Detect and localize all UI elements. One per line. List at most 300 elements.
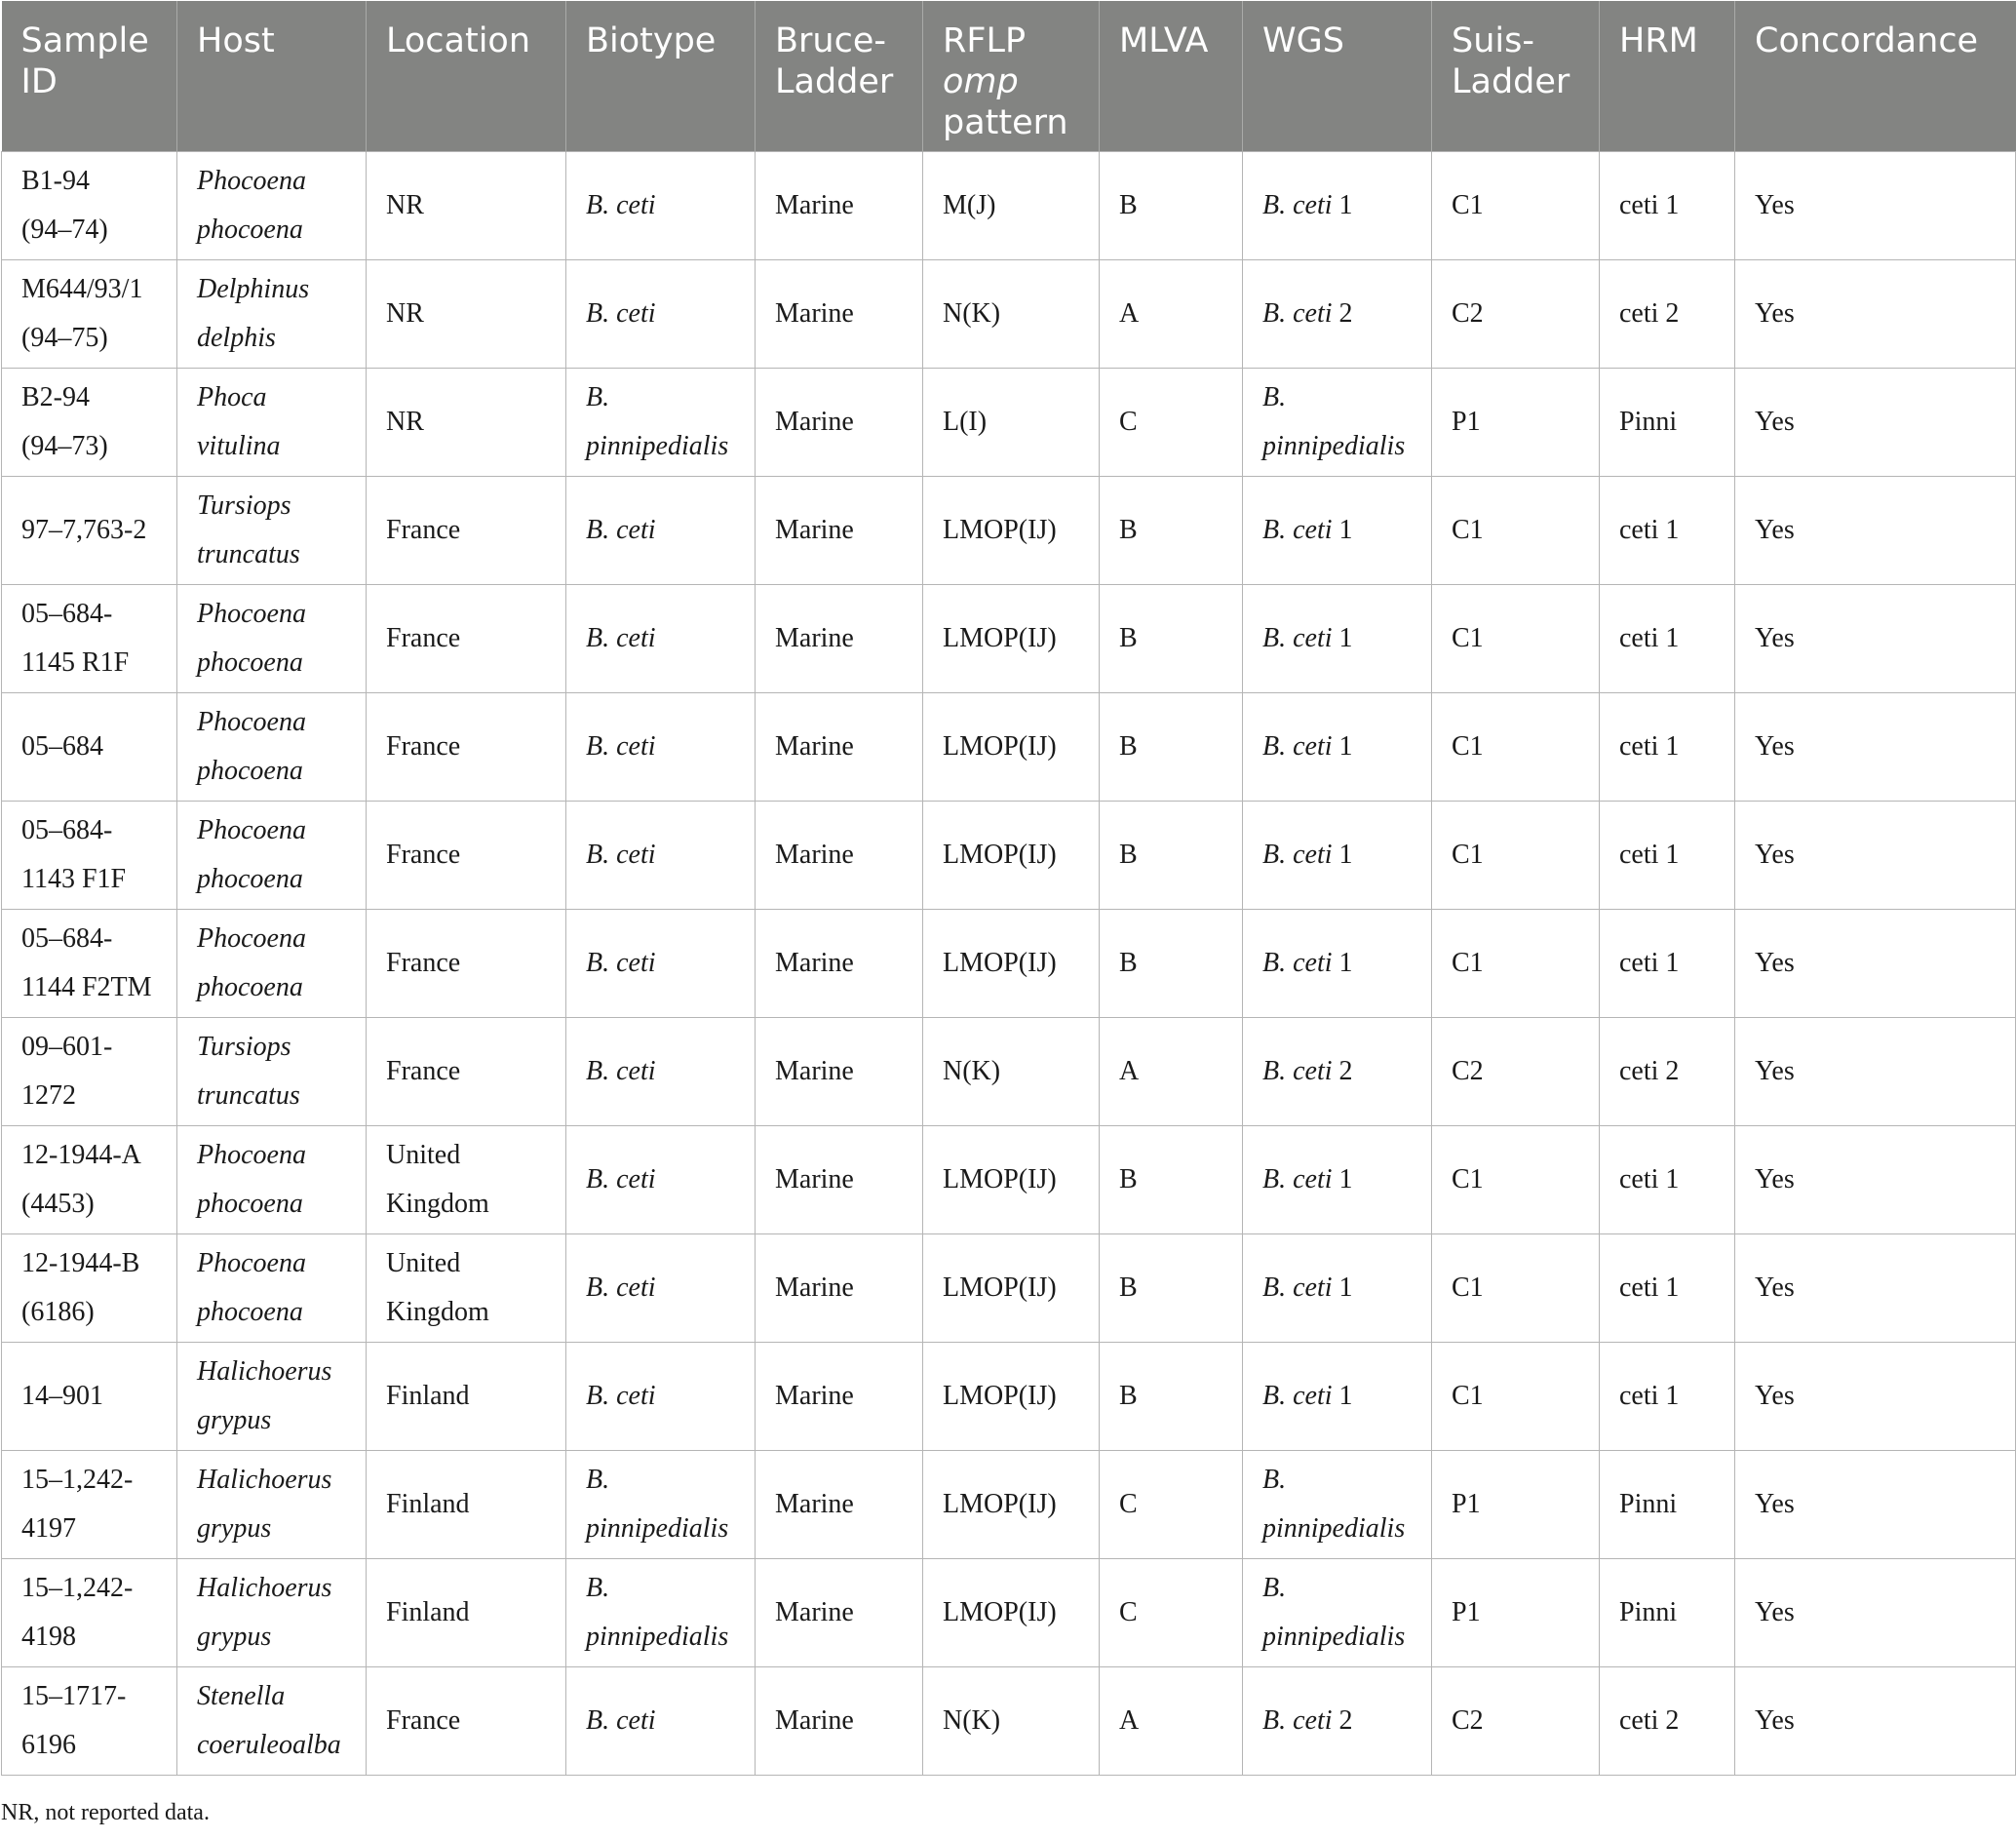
cell-bruce-ladder: Marine — [756, 1126, 923, 1234]
header-mlva — [1100, 1, 1243, 152]
cell-mlva: C — [1100, 1559, 1243, 1667]
cell-biotype-line: B. ceti — [586, 515, 656, 545]
header-suis-ladder — [1432, 1, 1600, 152]
cell-sample-id-line: M644/93/1 — [21, 274, 143, 304]
cell-host-line: Phocoena — [197, 599, 306, 629]
table-body — [2, 152, 2016, 1776]
wgs-species: B. ceti — [1262, 840, 1333, 870]
cell-sample-id-line: 12-1944-A — [21, 1140, 141, 1170]
cell-suis-ladder: C1 — [1432, 802, 1600, 910]
cell-biotype — [566, 1126, 756, 1234]
cell-sample-id — [2, 1126, 177, 1234]
cell-host — [177, 369, 367, 477]
wgs-number: 1 — [1338, 948, 1353, 978]
header-concordance — [1735, 1, 2016, 152]
wgs-species: B. ceti — [1262, 1056, 1333, 1086]
cell-wgs — [1243, 1234, 1432, 1343]
cell-host-line: phocoena — [197, 1189, 303, 1219]
wgs-species-line2: pinnipedialis — [1262, 1513, 1406, 1544]
header-line: pattern — [943, 103, 1068, 142]
cell-bruce-ladder: Marine — [756, 1018, 923, 1126]
cell-host-line: Phocoena — [197, 166, 306, 196]
cell-suis-ladder: C2 — [1432, 1667, 1600, 1776]
cell-host-line: delphis — [197, 323, 276, 353]
header-line: Concordance — [1755, 21, 1979, 60]
cell-suis-ladder: P1 — [1432, 1559, 1600, 1667]
table-row — [2, 1667, 2016, 1776]
cell-biotype — [566, 1234, 756, 1343]
cell-wgs — [1243, 693, 1432, 802]
cell-host-line: Phoca — [197, 382, 267, 412]
cell-rflp: LMOP(IJ) — [923, 910, 1100, 1018]
cell-suis-ladder: C1 — [1432, 693, 1600, 802]
cell-wgs — [1243, 1126, 1432, 1234]
cell-wgs — [1243, 152, 1432, 260]
cell-rflp: LMOP(IJ) — [923, 1559, 1100, 1667]
cell-location — [367, 369, 566, 477]
header-location — [367, 1, 566, 152]
cell-bruce-ladder: Marine — [756, 802, 923, 910]
cell-bruce-ladder: Marine — [756, 693, 923, 802]
cell-location-line: France — [386, 948, 461, 978]
cell-concordance: Yes — [1735, 1234, 2016, 1343]
wgs-species: B. ceti — [1262, 515, 1333, 545]
cell-host-line: Phocoena — [197, 923, 306, 954]
wgs-species: B. ceti — [1262, 623, 1333, 653]
header-line: WGS — [1262, 21, 1344, 60]
cell-wgs — [1243, 1667, 1432, 1776]
table-footnote: NR, not reported data. — [1, 1800, 210, 1825]
cell-concordance: Yes — [1735, 477, 2016, 585]
cell-bruce-ladder: Marine — [756, 1559, 923, 1667]
cell-host — [177, 693, 367, 802]
cell-host — [177, 1343, 367, 1451]
cell-location-line: NR — [386, 190, 424, 220]
cell-wgs — [1243, 1451, 1432, 1559]
cell-location-line: France — [386, 515, 461, 545]
cell-host — [177, 585, 367, 693]
cell-location — [367, 1018, 566, 1126]
cell-suis-ladder: C1 — [1432, 1343, 1600, 1451]
cell-host-line: Phocoena — [197, 707, 306, 737]
table-row — [2, 910, 2016, 1018]
cell-host-line: phocoena — [197, 1297, 303, 1327]
cell-wgs — [1243, 585, 1432, 693]
cell-bruce-ladder: Marine — [756, 910, 923, 1018]
cell-location-line: Kingdom — [386, 1297, 489, 1327]
cell-sample-id-line: 1144 F2TM — [21, 972, 152, 1002]
cell-hrm: ceti 2 — [1600, 1018, 1735, 1126]
cell-sample-id-line: 05–684- — [21, 923, 113, 954]
cell-concordance: Yes — [1735, 1343, 2016, 1451]
cell-concordance: Yes — [1735, 152, 2016, 260]
header-line: Ladder — [775, 62, 894, 101]
cell-biotype — [566, 1667, 756, 1776]
cell-host-line: Phocoena — [197, 815, 306, 845]
cell-mlva: A — [1100, 1018, 1243, 1126]
cell-suis-ladder: C1 — [1432, 477, 1600, 585]
wgs-species-line2: pinnipedialis — [1262, 1622, 1406, 1652]
wgs-number: 1 — [1338, 623, 1353, 653]
header-line: Bruce- — [775, 21, 886, 60]
results-table — [1, 1, 2016, 1776]
cell-suis-ladder: C1 — [1432, 1234, 1600, 1343]
wgs-species: B. — [1262, 382, 1287, 412]
cell-biotype — [566, 1018, 756, 1126]
cell-biotype-line: B. ceti — [586, 1705, 656, 1736]
cell-location — [367, 1559, 566, 1667]
wgs-number: 1 — [1338, 1381, 1353, 1411]
wgs-number: 1 — [1338, 190, 1353, 220]
cell-sample-id — [2, 1451, 177, 1559]
cell-biotype-line: B. ceti — [586, 623, 656, 653]
cell-host-line: Halichoerus — [197, 1573, 332, 1603]
cell-mlva: B — [1100, 1126, 1243, 1234]
cell-biotype — [566, 1559, 756, 1667]
cell-host — [177, 1667, 367, 1776]
cell-mlva: B — [1100, 910, 1243, 1018]
table-row — [2, 369, 2016, 477]
cell-bruce-ladder: Marine — [756, 260, 923, 369]
cell-rflp: LMOP(IJ) — [923, 1451, 1100, 1559]
cell-wgs — [1243, 477, 1432, 585]
cell-wgs — [1243, 369, 1432, 477]
header-line: Suis- — [1452, 21, 1534, 60]
cell-sample-id — [2, 802, 177, 910]
cell-location-line: Finland — [386, 1381, 470, 1411]
cell-sample-id-line: 05–684- — [21, 815, 113, 845]
cell-sample-id-line: 14–901 — [21, 1381, 103, 1411]
cell-sample-id-line: 15–1,242- — [21, 1573, 134, 1603]
wgs-species: B. ceti — [1262, 731, 1333, 762]
cell-host-line: coeruleoalba — [197, 1730, 341, 1760]
cell-bruce-ladder: Marine — [756, 369, 923, 477]
cell-sample-id — [2, 1559, 177, 1667]
cell-concordance: Yes — [1735, 1667, 2016, 1776]
cell-mlva: B — [1100, 585, 1243, 693]
cell-rflp: N(K) — [923, 1667, 1100, 1776]
cell-host-line: phocoena — [197, 647, 303, 678]
wgs-number: 1 — [1338, 515, 1353, 545]
cell-host-line: truncatus — [197, 1080, 300, 1111]
cell-sample-id-line: (94–73) — [21, 431, 108, 461]
cell-location — [367, 1343, 566, 1451]
cell-host — [177, 1559, 367, 1667]
cell-suis-ladder: P1 — [1432, 369, 1600, 477]
header-line: ID — [20, 62, 58, 101]
cell-host-line: phocoena — [197, 972, 303, 1002]
table-row — [2, 1343, 2016, 1451]
cell-concordance: Yes — [1735, 260, 2016, 369]
header-line: MLVA — [1119, 21, 1209, 60]
cell-hrm: ceti 1 — [1600, 910, 1735, 1018]
header-line: omp — [943, 62, 1019, 101]
cell-hrm: ceti 1 — [1600, 152, 1735, 260]
cell-hrm: ceti 1 — [1600, 802, 1735, 910]
cell-wgs — [1243, 1018, 1432, 1126]
cell-biotype-line: B. — [586, 1465, 610, 1495]
cell-location-line: United — [386, 1248, 461, 1278]
cell-location-line: Finland — [386, 1489, 470, 1519]
cell-mlva: A — [1100, 260, 1243, 369]
cell-sample-id-line: 4198 — [21, 1622, 76, 1652]
cell-location — [367, 477, 566, 585]
wgs-species-line2: pinnipedialis — [1262, 431, 1406, 461]
cell-biotype — [566, 260, 756, 369]
wgs-species: B. — [1262, 1573, 1287, 1603]
cell-biotype-line: pinnipedialis — [586, 1622, 729, 1652]
header-line: Host — [197, 21, 275, 60]
cell-location-line: France — [386, 731, 461, 762]
cell-wgs — [1243, 1343, 1432, 1451]
table-row — [2, 802, 2016, 910]
cell-hrm: Pinni — [1600, 1451, 1735, 1559]
cell-concordance: Yes — [1735, 910, 2016, 1018]
cell-host-line: grypus — [197, 1513, 272, 1544]
cell-bruce-ladder: Marine — [756, 152, 923, 260]
wgs-number: 2 — [1338, 1056, 1353, 1086]
cell-wgs — [1243, 910, 1432, 1018]
table-header-row — [2, 1, 2016, 152]
cell-location-line: France — [386, 1705, 461, 1736]
header-line: Location — [386, 21, 531, 60]
cell-biotype-line: B. ceti — [586, 1056, 656, 1086]
wgs-species: B. ceti — [1262, 190, 1333, 220]
cell-host-line: phocoena — [197, 756, 303, 786]
cell-biotype — [566, 1343, 756, 1451]
cell-wgs — [1243, 1559, 1432, 1667]
cell-biotype-line: B. ceti — [586, 298, 656, 329]
cell-concordance: Yes — [1735, 1559, 2016, 1667]
cell-rflp: LMOP(IJ) — [923, 585, 1100, 693]
cell-sample-id — [2, 260, 177, 369]
cell-sample-id-line: (94–74) — [21, 215, 108, 245]
cell-sample-id — [2, 477, 177, 585]
cell-concordance: Yes — [1735, 693, 2016, 802]
cell-sample-id-line: 1143 F1F — [21, 864, 127, 894]
cell-sample-id-line: 15–1717- — [21, 1681, 127, 1711]
cell-sample-id — [2, 585, 177, 693]
cell-mlva: B — [1100, 802, 1243, 910]
cell-host — [177, 1018, 367, 1126]
cell-host-line: Phocoena — [197, 1140, 306, 1170]
cell-sample-id-line: 1145 R1F — [21, 647, 130, 678]
cell-mlva: B — [1100, 1234, 1243, 1343]
cell-host — [177, 1451, 367, 1559]
cell-bruce-ladder: Marine — [756, 1234, 923, 1343]
header-rflp-omp-pattern — [923, 1, 1100, 152]
table-row — [2, 1018, 2016, 1126]
wgs-number: 1 — [1338, 731, 1353, 762]
cell-host — [177, 910, 367, 1018]
cell-biotype — [566, 477, 756, 585]
cell-sample-id-line: 15–1,242- — [21, 1465, 134, 1495]
cell-sample-id-line: (4453) — [21, 1189, 95, 1219]
table-row — [2, 693, 2016, 802]
cell-mlva: B — [1100, 152, 1243, 260]
cell-sample-id — [2, 1234, 177, 1343]
table-row — [2, 1451, 2016, 1559]
cell-host — [177, 152, 367, 260]
cell-rflp: N(K) — [923, 260, 1100, 369]
wgs-species: B. ceti — [1262, 1272, 1333, 1303]
cell-biotype-line: B. ceti — [586, 840, 656, 870]
cell-host — [177, 1126, 367, 1234]
header-wgs — [1243, 1, 1432, 152]
cell-suis-ladder: C1 — [1432, 910, 1600, 1018]
cell-location-line: United — [386, 1140, 461, 1170]
cell-host-line: grypus — [197, 1405, 272, 1435]
cell-suis-ladder: C1 — [1432, 585, 1600, 693]
cell-location-line: Finland — [386, 1597, 470, 1627]
cell-host — [177, 477, 367, 585]
cell-host-line: Delphinus — [197, 274, 310, 304]
cell-location — [367, 910, 566, 1018]
cell-location — [367, 693, 566, 802]
cell-mlva: B — [1100, 477, 1243, 585]
table-row — [2, 1234, 2016, 1343]
cell-location-line: France — [386, 1056, 461, 1086]
cell-host-line: Tursiops — [197, 1032, 291, 1062]
cell-rflp: LMOP(IJ) — [923, 1343, 1100, 1451]
cell-sample-id — [2, 369, 177, 477]
cell-biotype-line: B. — [586, 1573, 610, 1603]
cell-sample-id-line: B1-94 — [21, 166, 90, 196]
cell-mlva: B — [1100, 693, 1243, 802]
wgs-number: 1 — [1338, 840, 1353, 870]
cell-location-line: NR — [386, 298, 424, 329]
cell-hrm: ceti 1 — [1600, 1126, 1735, 1234]
cell-rflp: M(J) — [923, 152, 1100, 260]
cell-concordance: Yes — [1735, 585, 2016, 693]
cell-location — [367, 152, 566, 260]
cell-host-line: Halichoerus — [197, 1465, 332, 1495]
cell-rflp: N(K) — [923, 1018, 1100, 1126]
cell-biotype — [566, 369, 756, 477]
cell-host-line: phocoena — [197, 864, 303, 894]
cell-bruce-ladder: Marine — [756, 585, 923, 693]
cell-location — [367, 1451, 566, 1559]
cell-bruce-ladder: Marine — [756, 1451, 923, 1559]
cell-biotype-line: pinnipedialis — [586, 431, 729, 461]
header-line: RFLP — [943, 21, 1027, 60]
header-hrm — [1600, 1, 1735, 152]
cell-location — [367, 1667, 566, 1776]
cell-hrm: ceti 1 — [1600, 1343, 1735, 1451]
cell-concordance: Yes — [1735, 369, 2016, 477]
cell-wgs — [1243, 260, 1432, 369]
cell-sample-id-line: 12-1944-B — [21, 1248, 140, 1278]
wgs-number: 2 — [1338, 1705, 1353, 1736]
cell-host-line: vitulina — [197, 431, 281, 461]
header-line: Sample — [20, 21, 149, 60]
wgs-number: 1 — [1338, 1164, 1353, 1194]
wgs-species: B. ceti — [1262, 1705, 1333, 1736]
cell-host — [177, 802, 367, 910]
header-line: Biotype — [586, 21, 717, 60]
cell-sample-id-line: 09–601- — [21, 1032, 113, 1062]
cell-host-line: Tursiops — [197, 490, 291, 521]
cell-host-line: truncatus — [197, 539, 300, 569]
cell-hrm: ceti 1 — [1600, 1234, 1735, 1343]
wgs-species: B. ceti — [1262, 1164, 1333, 1194]
header-bruce-ladder — [756, 1, 923, 152]
wgs-number: 2 — [1338, 298, 1353, 329]
cell-host — [177, 260, 367, 369]
cell-location-line: France — [386, 623, 461, 653]
cell-rflp: LMOP(IJ) — [923, 802, 1100, 910]
cell-host-line: Phocoena — [197, 1248, 306, 1278]
cell-hrm: ceti 2 — [1600, 260, 1735, 369]
cell-bruce-ladder: Marine — [756, 477, 923, 585]
cell-bruce-ladder: Marine — [756, 1667, 923, 1776]
cell-wgs — [1243, 802, 1432, 910]
cell-concordance: Yes — [1735, 1126, 2016, 1234]
cell-rflp: LMOP(IJ) — [923, 693, 1100, 802]
header-line: HRM — [1619, 21, 1698, 60]
cell-location — [367, 1234, 566, 1343]
cell-sample-id — [2, 910, 177, 1018]
cell-host — [177, 1234, 367, 1343]
cell-mlva: C — [1100, 369, 1243, 477]
cell-bruce-ladder: Marine — [756, 1343, 923, 1451]
header-biotype — [566, 1, 756, 152]
cell-location-line: NR — [386, 407, 424, 437]
cell-biotype-line: B. ceti — [586, 1381, 656, 1411]
cell-sample-id — [2, 693, 177, 802]
table-row — [2, 585, 2016, 693]
cell-suis-ladder: C2 — [1432, 1018, 1600, 1126]
cell-location — [367, 260, 566, 369]
cell-biotype-line: B. ceti — [586, 1164, 656, 1194]
cell-location — [367, 802, 566, 910]
cell-concordance: Yes — [1735, 1018, 2016, 1126]
header-line: Ladder — [1452, 62, 1570, 101]
cell-location — [367, 1126, 566, 1234]
table-row — [2, 477, 2016, 585]
cell-hrm: Pinni — [1600, 1559, 1735, 1667]
header-host — [177, 1, 367, 152]
cell-concordance: Yes — [1735, 1451, 2016, 1559]
table-row — [2, 260, 2016, 369]
cell-hrm: ceti 2 — [1600, 1667, 1735, 1776]
cell-biotype — [566, 693, 756, 802]
cell-location-line: France — [386, 840, 461, 870]
cell-suis-ladder: C1 — [1432, 1126, 1600, 1234]
cell-concordance: Yes — [1735, 802, 2016, 910]
cell-hrm: ceti 1 — [1600, 585, 1735, 693]
cell-sample-id — [2, 1018, 177, 1126]
cell-biotype-line: B. — [586, 382, 610, 412]
wgs-species: B. ceti — [1262, 948, 1333, 978]
cell-biotype — [566, 585, 756, 693]
cell-biotype — [566, 152, 756, 260]
cell-suis-ladder: C1 — [1432, 152, 1600, 260]
cell-rflp: LMOP(IJ) — [923, 1126, 1100, 1234]
cell-mlva: C — [1100, 1451, 1243, 1559]
table-row — [2, 1126, 2016, 1234]
cell-hrm: ceti 1 — [1600, 477, 1735, 585]
cell-biotype-line: pinnipedialis — [586, 1513, 729, 1544]
cell-suis-ladder: P1 — [1432, 1451, 1600, 1559]
cell-rflp: LMOP(IJ) — [923, 1234, 1100, 1343]
wgs-species: B. ceti — [1262, 298, 1333, 329]
cell-sample-id-line: 97–7,763-2 — [21, 515, 147, 545]
cell-host-line: Stenella — [197, 1681, 286, 1711]
cell-sample-id-line: 1272 — [21, 1080, 76, 1111]
cell-hrm: Pinni — [1600, 369, 1735, 477]
wgs-number: 1 — [1338, 1272, 1353, 1303]
